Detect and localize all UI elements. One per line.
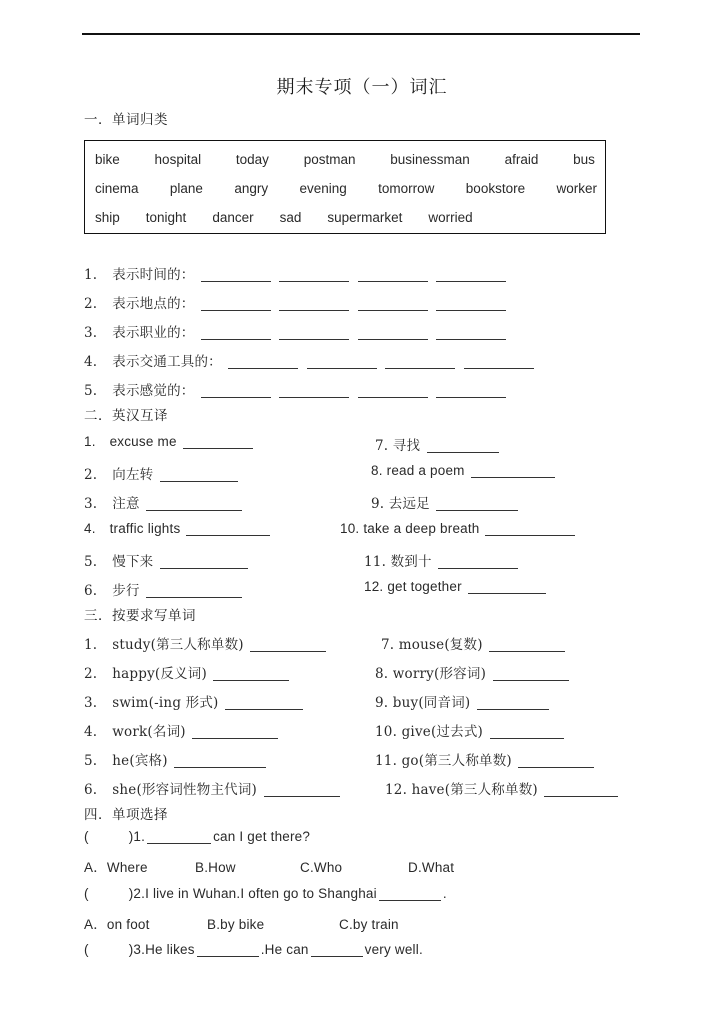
answer-blank[interactable]	[490, 738, 564, 739]
item-number: 1.	[84, 434, 96, 449]
word-chip: cinema	[95, 181, 139, 196]
item-text: happy(反义词)	[112, 666, 207, 682]
answer-blank[interactable]	[471, 477, 555, 478]
word-chip: bookstore	[465, 181, 526, 196]
answer-blank[interactable]	[436, 310, 506, 311]
item-text: mouse(复数)	[398, 637, 483, 653]
item-number: 5.	[84, 383, 98, 399]
translate-item-3	[84, 492, 244, 512]
option-c[interactable]: C.Who	[300, 860, 343, 875]
word-chip: bus	[573, 152, 595, 167]
item-text: she(形容词性物主代词)	[112, 782, 258, 798]
item-number: 4.	[84, 354, 98, 370]
answer-blank[interactable]	[160, 481, 238, 482]
section-3-heading: 三．按要求写单词	[84, 608, 196, 624]
section-4-heading: 四．单项选择	[84, 807, 168, 823]
answer-blank[interactable]	[427, 452, 499, 453]
answer-blank[interactable]	[438, 568, 518, 569]
item-text: have(第三人称单数)	[411, 782, 538, 798]
choice-options-1	[84, 856, 454, 876]
question-stem: I live in Wuhan.I often go to Shanghai	[145, 886, 377, 901]
word-bank-row-3	[95, 207, 597, 228]
word-chip: tonight	[145, 210, 187, 225]
answer-blank[interactable]	[225, 709, 303, 710]
answer-blank[interactable]	[146, 510, 242, 511]
item-label: 表示职业的：	[112, 325, 195, 341]
item-number: 3.	[84, 325, 98, 341]
answer-bracket[interactable]: ( )	[84, 829, 134, 844]
item-number: 6.	[84, 782, 98, 798]
answer-blank[interactable]	[147, 843, 211, 844]
answer-bracket[interactable]: ( )	[84, 942, 134, 957]
question-stem: can I get there?	[213, 829, 311, 844]
item-text: 慢下来	[112, 554, 154, 570]
item-text: 去远足	[388, 496, 430, 512]
item-number: 11.	[375, 753, 398, 769]
item-label: 表示时间的：	[112, 267, 195, 283]
answer-blank[interactable]	[201, 310, 271, 311]
wordform-item-4	[84, 720, 280, 740]
answer-blank[interactable]	[279, 310, 349, 311]
item-number: 1.	[84, 267, 98, 283]
item-text: swim(-ing 形式)	[112, 695, 219, 711]
answer-blank[interactable]	[201, 339, 271, 340]
answer-blank[interactable]	[192, 738, 278, 739]
item-number: 12.	[364, 579, 384, 594]
item-text: 步行	[112, 583, 140, 599]
item-number: 9.	[375, 695, 389, 711]
classify-item-4	[84, 350, 536, 370]
answer-blank[interactable]	[485, 535, 575, 536]
translate-item-10	[340, 521, 577, 536]
item-number: 2.	[133, 886, 146, 901]
item-number: 6.	[84, 583, 98, 599]
translate-item-4	[84, 521, 272, 536]
question-stem-end: .	[442, 886, 447, 901]
word-bank-box	[84, 140, 606, 234]
item-text: excuse me	[109, 434, 177, 449]
option-d[interactable]: D.What	[408, 860, 455, 875]
translate-item-8	[371, 463, 557, 478]
answer-blank[interactable]	[436, 397, 506, 398]
question-stem-end: very well.	[364, 942, 423, 957]
translate-item-5	[84, 550, 250, 570]
answer-blank[interactable]	[186, 535, 270, 536]
item-number: 8.	[375, 666, 389, 682]
item-number: 5.	[84, 554, 98, 570]
item-number: 1.	[133, 829, 146, 844]
wordform-item-9	[375, 691, 551, 711]
item-text: buy(同音词)	[392, 695, 471, 711]
item-number: 5.	[84, 753, 98, 769]
item-number: 10.	[375, 724, 398, 740]
option-c[interactable]: C.by train	[339, 917, 399, 932]
answer-blank[interactable]	[358, 310, 428, 311]
item-number: 8.	[371, 463, 383, 478]
item-label: 表示交通工具的：	[112, 354, 222, 370]
item-text: 寻找	[392, 438, 421, 454]
section-2-heading: 二．英汉互译	[84, 408, 168, 424]
word-chip: plane	[169, 181, 203, 196]
answer-blank[interactable]	[358, 339, 428, 340]
word-chip: postman	[303, 152, 356, 167]
item-number: 3.	[84, 496, 98, 512]
question-stem-mid: .He can	[260, 942, 309, 957]
translate-item-7	[375, 434, 501, 454]
wordform-item-5	[84, 749, 268, 769]
classify-item-1	[84, 263, 508, 283]
word-chip: worried	[428, 210, 473, 225]
classify-item-5	[84, 379, 508, 399]
word-chip: hospital	[154, 152, 202, 167]
wordform-item-8	[375, 662, 571, 682]
answer-blank[interactable]	[228, 368, 298, 369]
item-number: 7.	[381, 637, 395, 653]
answer-blank[interactable]	[197, 956, 259, 957]
wordform-item-2	[84, 662, 291, 682]
choice-options-2	[84, 913, 399, 933]
item-number: 7.	[375, 438, 389, 454]
item-number: 2.	[84, 467, 98, 483]
option-b[interactable]: B.How	[195, 860, 236, 875]
option-a[interactable]: A．on foot	[84, 917, 150, 932]
answer-blank[interactable]	[264, 796, 340, 797]
item-number: 11.	[364, 554, 387, 570]
wordform-item-6	[84, 778, 342, 798]
word-chip: evening	[299, 181, 347, 196]
option-a[interactable]: A．Where	[84, 860, 148, 875]
answer-blank[interactable]	[477, 709, 549, 710]
translate-item-12	[364, 579, 548, 594]
word-chip: dancer	[212, 210, 254, 225]
answer-blank[interactable]	[464, 368, 534, 369]
choice-question-2	[84, 886, 447, 901]
item-text: get together	[387, 579, 462, 594]
classify-item-3	[84, 321, 508, 341]
translate-item-2	[84, 463, 240, 483]
item-text: worry(形容词)	[392, 666, 487, 682]
answer-bracket[interactable]: ( )	[84, 886, 134, 901]
word-chip: afraid	[504, 152, 539, 167]
translate-item-9	[371, 492, 520, 512]
item-text: give(过去式)	[401, 724, 483, 740]
page-title: 期末专项（一）词汇	[276, 77, 448, 98]
word-chip: ship	[95, 210, 120, 225]
item-text: 向左转	[112, 467, 154, 483]
item-label: 表示地点的：	[112, 296, 195, 312]
item-text: take a deep breath	[363, 521, 480, 536]
word-chip: today	[235, 152, 269, 167]
answer-blank[interactable]	[160, 568, 248, 569]
item-text: go(第三人称单数)	[401, 753, 512, 769]
answer-blank[interactable]	[174, 767, 266, 768]
item-text: traffic lights	[109, 521, 181, 536]
answer-blank[interactable]	[213, 680, 289, 681]
word-chip: supermarket	[327, 210, 403, 225]
answer-blank[interactable]	[307, 368, 377, 369]
answer-blank[interactable]	[279, 339, 349, 340]
word-chip: sad	[279, 210, 302, 225]
word-chip: angry	[234, 181, 269, 196]
item-number: 9.	[371, 496, 385, 512]
wordform-item-1	[84, 633, 328, 653]
item-number: 10.	[340, 521, 360, 536]
answer-blank[interactable]	[358, 397, 428, 398]
item-text: study(第三人称单数)	[112, 637, 244, 653]
section-1-heading: 一．单词归类	[84, 112, 168, 128]
item-number: 4.	[84, 724, 98, 740]
answer-blank[interactable]	[436, 281, 506, 282]
question-stem: He likes	[145, 942, 195, 957]
answer-blank[interactable]	[468, 593, 546, 594]
word-chip: worker	[556, 181, 597, 196]
answer-blank[interactable]	[436, 510, 518, 511]
item-number: 4.	[84, 521, 96, 536]
item-label: 表示感觉的：	[112, 383, 195, 399]
item-text: 数到十	[390, 554, 432, 570]
answer-blank[interactable]	[489, 651, 565, 652]
wordform-item-7	[381, 633, 567, 653]
answer-blank[interactable]	[311, 956, 363, 957]
answer-blank[interactable]	[250, 651, 326, 652]
wordform-item-11	[375, 749, 596, 769]
translate-item-6	[84, 579, 244, 599]
word-chip: businessman	[390, 152, 470, 167]
wordform-item-10	[375, 720, 566, 740]
choice-question-1	[84, 829, 310, 844]
answer-blank[interactable]	[183, 448, 253, 449]
answer-blank[interactable]	[201, 281, 271, 282]
item-number: 12.	[385, 782, 408, 798]
word-bank-row-2	[95, 178, 597, 199]
word-bank-row-1	[95, 149, 597, 170]
answer-blank[interactable]	[385, 368, 455, 369]
translate-item-1	[84, 434, 255, 449]
answer-blank[interactable]	[201, 397, 271, 398]
wordform-item-3	[84, 691, 305, 711]
answer-blank[interactable]	[544, 796, 618, 797]
word-chip: bike	[95, 152, 120, 167]
translate-item-11	[364, 550, 520, 570]
answer-blank[interactable]	[279, 397, 349, 398]
item-text: read a poem	[386, 463, 465, 478]
item-text: he(宾格)	[112, 753, 168, 769]
item-number: 3.	[133, 942, 146, 957]
answer-blank[interactable]	[279, 281, 349, 282]
option-b[interactable]: B.by bike	[207, 917, 265, 932]
answer-blank[interactable]	[493, 680, 569, 681]
word-chip: tomorrow	[378, 181, 435, 196]
wordform-item-12	[385, 778, 620, 798]
header-rule	[82, 33, 640, 35]
classify-item-2	[84, 292, 508, 312]
item-number: 2.	[84, 666, 98, 682]
answer-blank[interactable]	[436, 339, 506, 340]
item-text: work(名词)	[112, 724, 186, 740]
item-number: 3.	[84, 695, 98, 711]
answer-blank[interactable]	[518, 767, 594, 768]
item-number: 2.	[84, 296, 98, 312]
answer-blank[interactable]	[358, 281, 428, 282]
item-number: 1.	[84, 637, 98, 653]
item-text: 注意	[112, 496, 140, 512]
choice-question-3	[84, 942, 423, 957]
answer-blank[interactable]	[146, 597, 242, 598]
answer-blank[interactable]	[379, 900, 441, 901]
